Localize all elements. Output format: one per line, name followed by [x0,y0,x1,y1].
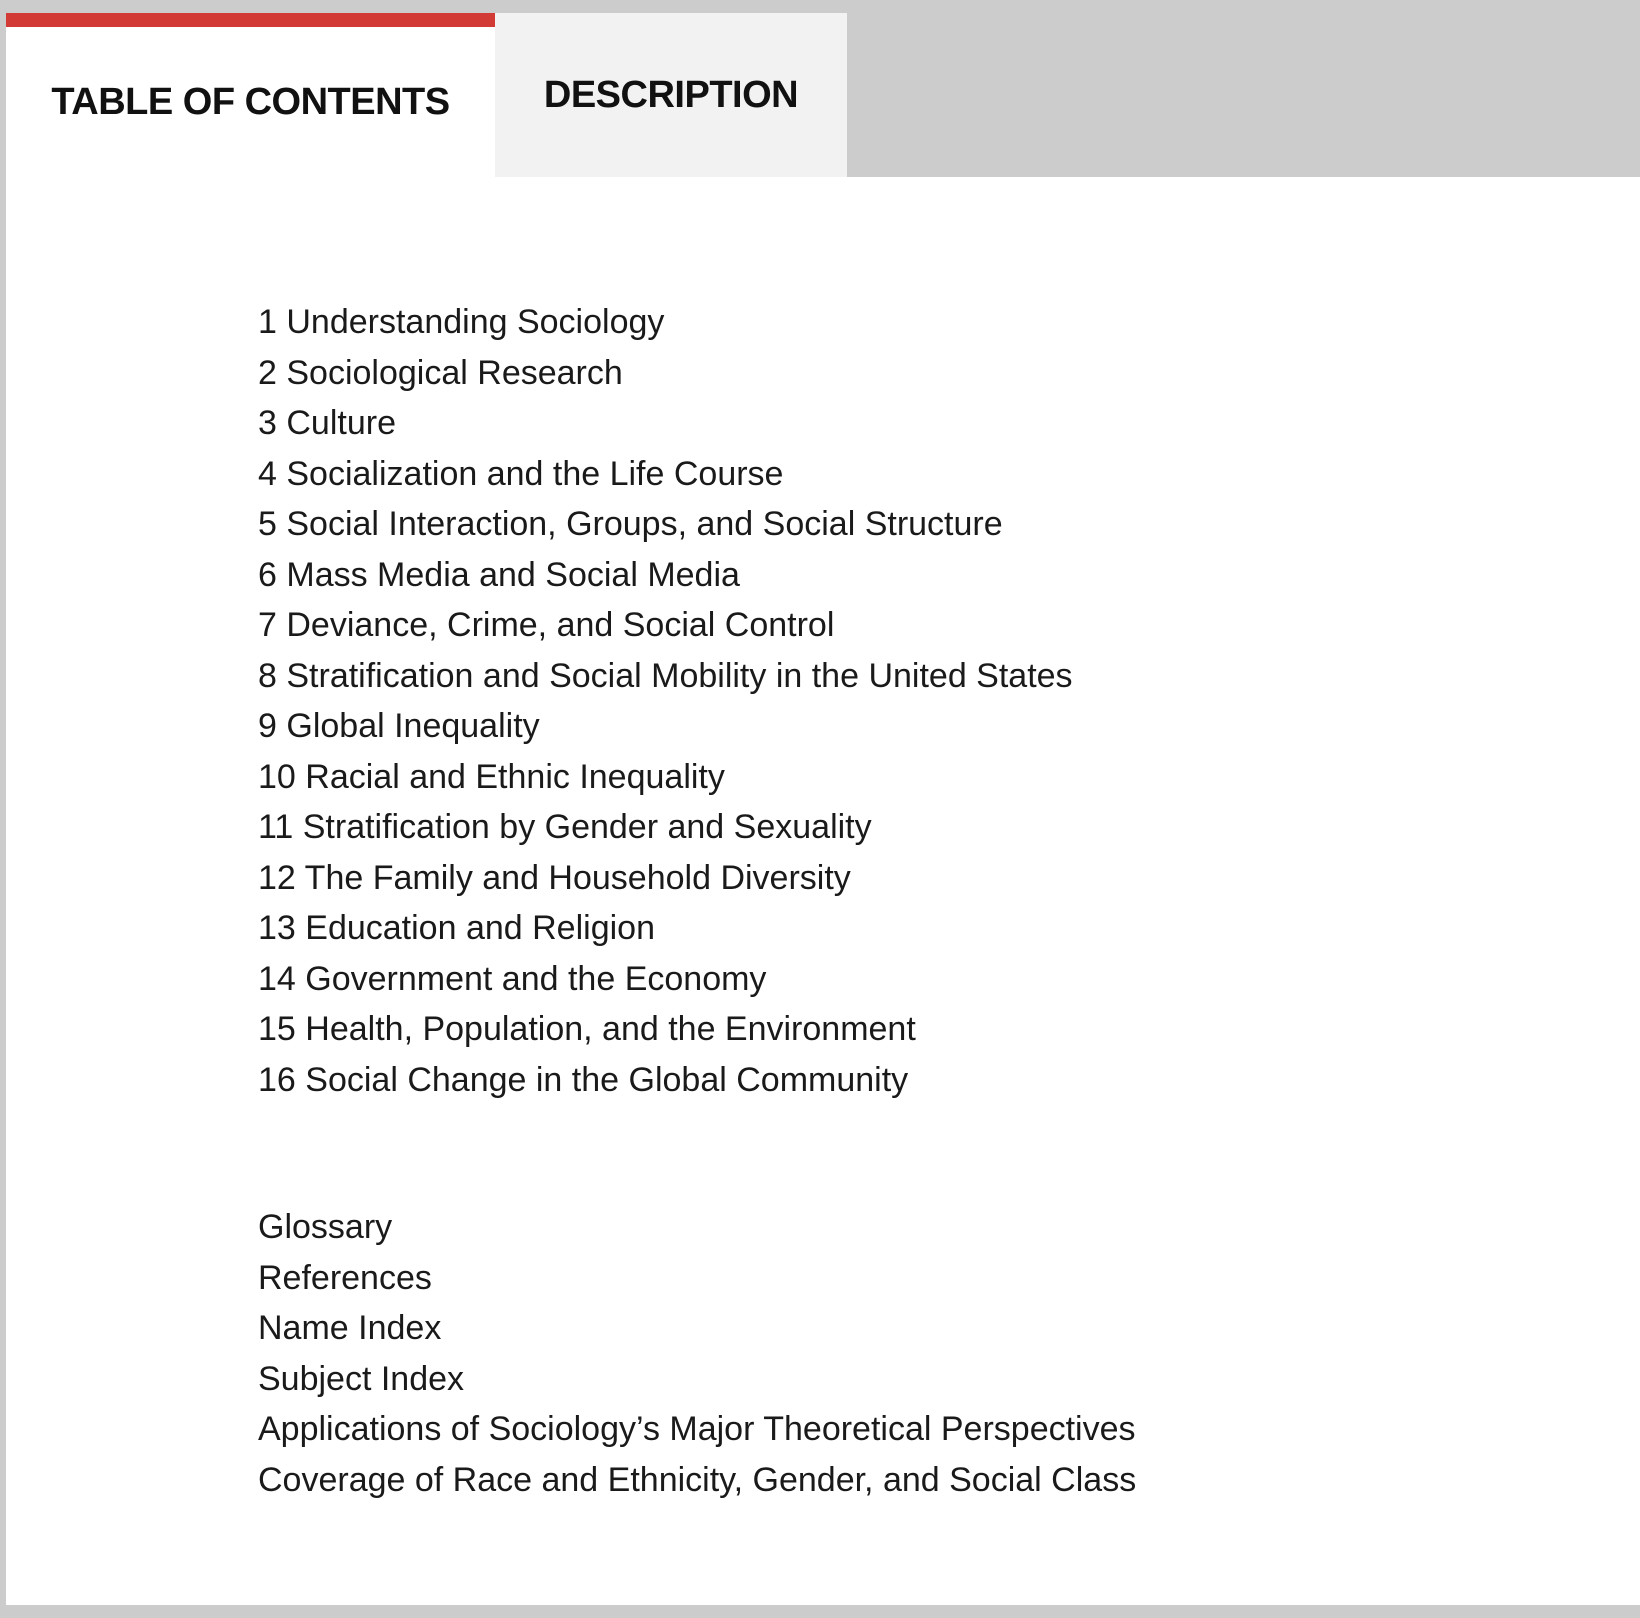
book-details-frame [6,13,1640,1605]
chapter-item [258,449,1073,500]
back-matter-item-coverage: Coverage of Race and Ethnicity, Gender, and Social Class [258,1460,1137,1499]
chapter-number: 11 [258,808,294,846]
chapter-title: Stratification and Social Mobility in the United States [286,656,1073,695]
chapter-title: Stratification by Gender and Sexuality [302,808,872,846]
chapter-number: 8 [258,656,277,695]
chapter-title: Health, Population, and the Environment [305,1010,916,1048]
chapter-number: 16 [258,1060,296,1099]
chapter-number: 10 [258,757,296,796]
chapter-title: Deviance, Crime, and Social Control [286,606,835,644]
chapter-item [258,752,1073,803]
chapter-item [258,398,1073,449]
chapter-item [258,802,1073,853]
chapter-title: Socialization and the Life Course [286,454,784,493]
chapter-title: Social Change in the Global Community [305,1060,909,1099]
back-matter-item-references: References [258,1258,432,1297]
chapter-title: Understanding Sociology [286,303,665,341]
chapter-item [258,1004,1073,1055]
chapter-item [258,651,1073,702]
chapter-number: 12 [258,858,296,897]
table-of-contents-panel [6,177,1640,1605]
chapter-number: 14 [258,959,296,998]
chapter-number: 1 [258,303,277,341]
chapter-item [258,297,1073,348]
tab-bar [6,13,1640,177]
back-matter-list [258,1202,1136,1505]
chapter-item [258,954,1073,1005]
back-matter-item-subject-index: Subject Index [258,1359,465,1398]
back-matter-item-glossary: Glossary [258,1208,393,1246]
chapter-number: 2 [258,353,277,392]
chapter-title: The Family and Household Diversity [304,858,851,897]
chapter-number: 7 [258,606,277,644]
chapter-item [258,499,1073,550]
chapter-title: Sociological Research [286,353,623,392]
chapter-number: 3 [258,404,277,442]
chapter-list [258,297,1073,1105]
chapter-item [258,903,1073,954]
chapter-item [258,701,1073,752]
back-matter-item-name-index: Name Index [258,1309,442,1347]
chapter-title: Social Interaction, Groups, and Social Structure [286,505,1003,543]
chapter-title: Global Inequality [286,707,540,745]
chapter-item [258,600,1073,651]
back-matter-item-applications: Applications of Sociology’s Major Theoretical Perspectives [258,1410,1136,1448]
tab-table-of-contents[interactable]: TABLE OF CONTENTS [6,13,495,177]
chapter-number: 13 [258,909,296,947]
chapter-number: 15 [258,1010,296,1048]
chapter-item [258,348,1073,399]
chapter-title: Culture [286,404,396,442]
chapter-title: Government and the Economy [305,959,767,998]
chapter-title: Mass Media and Social Media [286,555,740,594]
chapter-number: 6 [258,555,277,594]
chapter-number: 5 [258,505,277,543]
chapter-number: 4 [258,454,277,493]
chapter-item [258,853,1073,904]
chapter-item [258,550,1073,601]
chapter-item [258,1055,1073,1106]
chapter-title: Education and Religion [305,909,655,947]
chapter-title: Racial and Ethnic Inequality [305,757,725,796]
chapter-number: 9 [258,707,277,745]
tab-description[interactable]: DESCRIPTION [495,13,847,177]
